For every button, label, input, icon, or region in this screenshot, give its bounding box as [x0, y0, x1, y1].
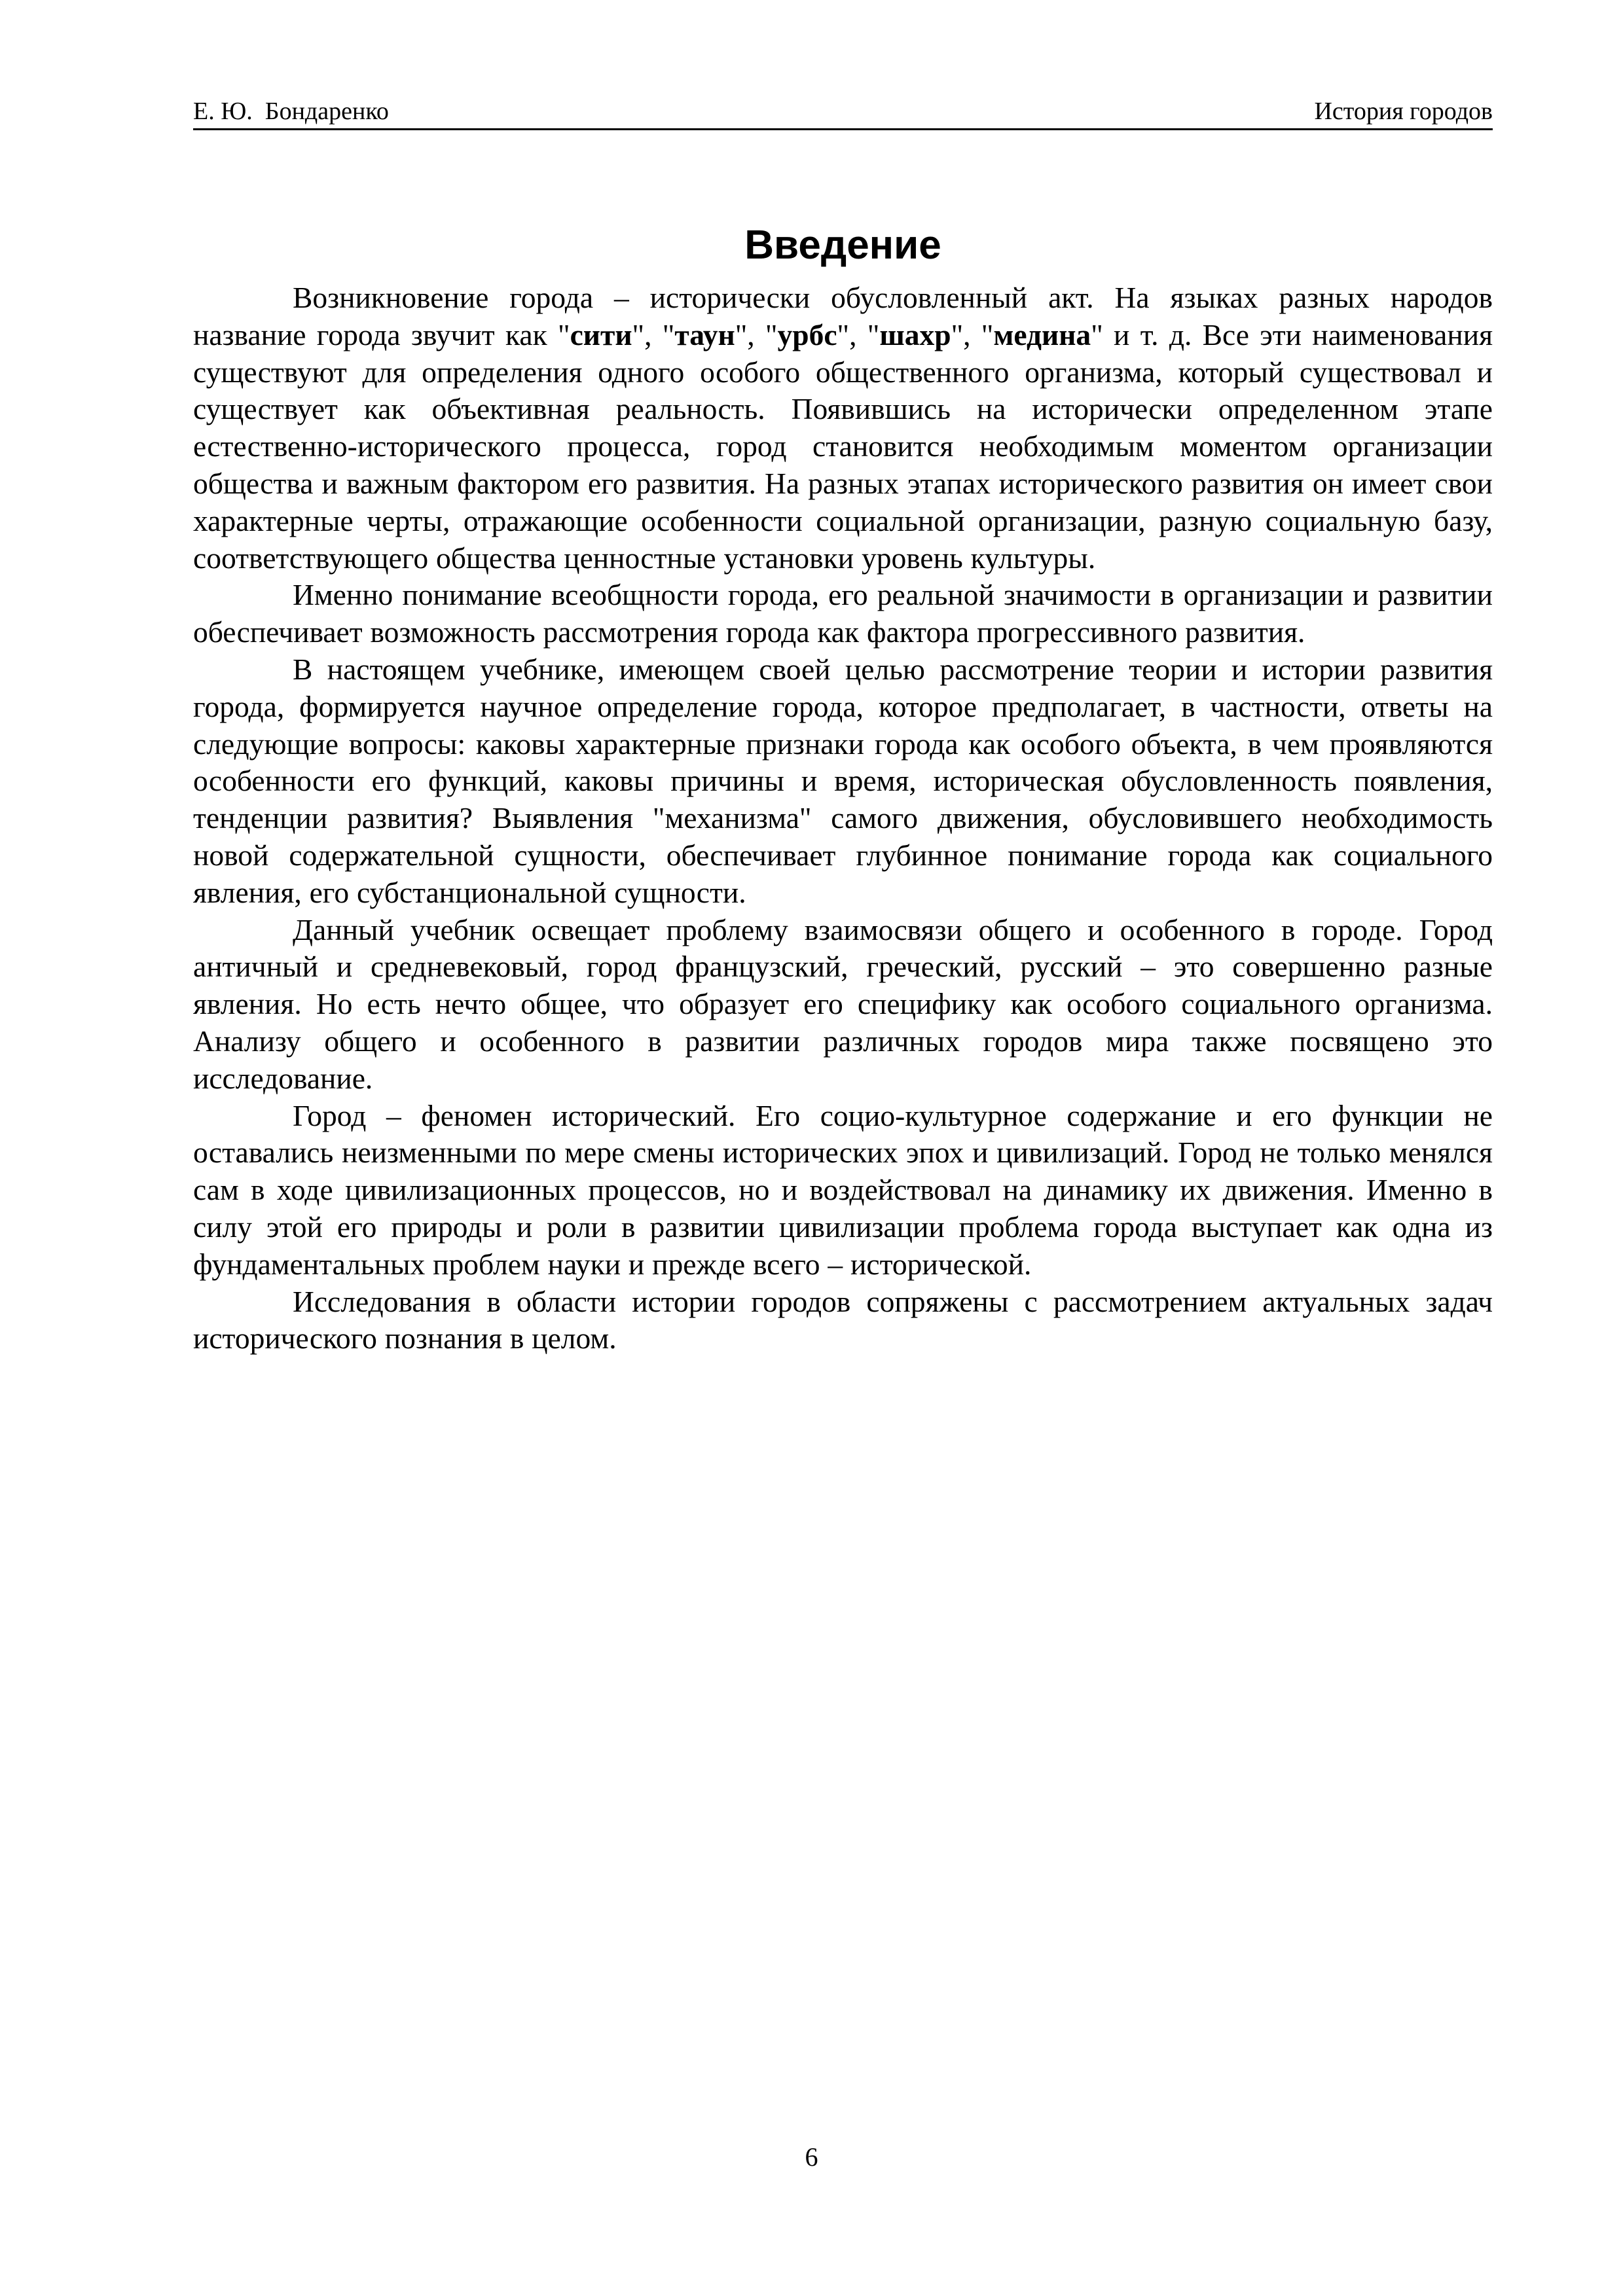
paragraph-text: " и т. д. Все эти наименования существуют для определения одного особого общественного организма, который существовал и существует как объективная реальность. Появившись на исторически определенном этапе естественно-исторического процесса, город становится необходимым моментом организации общества и важным фактором его развития. На разных этапах исторического развития он имеет свои характерные черты, отражающие особенности социальной организации, разную социальную базу, соответствующего общества ценностные установки уровень культуры. [193, 317, 1493, 575]
term-urbs: урбс [777, 317, 837, 351]
paragraph: Именно понимание всеобщности города, его реальной значимости в организации и развитии обеспечивает возможность рассмотрения города как фактора прогрессивного развития. [193, 578, 1493, 649]
paragraph-text: Возникновение города – исторически обусловленный акт. На языках разных народов название города звучит как " [193, 281, 1493, 351]
term-medina: медина [993, 317, 1091, 351]
paragraph: Исследования в области истории городов сопряжены с рассмотрением актуальных задач исторического познания в целом. [193, 1284, 1493, 1355]
header-book-title: История городов [1314, 98, 1493, 125]
paragraph: В настоящем учебнике, имеющем своей целью рассмотрение теории и истории развития города, формируется научное определение города, которое предполагает, в частности, ответы на следующие вопросы: каковы характерные признаки города как особого объекта, в чем проявляются особенности его функций, каковы причины и время, историческая обусловленность появления, тенденции развития? Выявления "механизма" самого движения, обусловившего необходимость новой содержательной сущности, обеспечивает глубинное понимание города как социального явления, его субстанциональной сущности. [193, 652, 1493, 909]
header-author: Е. Ю. Бондаренко [193, 98, 389, 125]
term-city: сити [570, 317, 632, 351]
term-town: таун [674, 317, 735, 351]
paragraph: Данный учебник освещает проблему взаимосвязи общего и особенного в городе. Город античный и средневековый, город французский, греческий, русский – это совершенно разные явления. Но есть нечто общее, что образует его специфику как особого социального организма. Анализу общего и особенного в развитии различных городов мира также посвящено это исследование. [193, 912, 1493, 1095]
term-shahr: шахр [879, 317, 951, 351]
term-separator: ", " [632, 317, 675, 351]
paragraph: Город – феномен исторический. Его социо-культурное содержание и его функции не оставались неизменными по мере смены исторических эпох и цивилизаций. Город не только менялся сам в ходе цивилизационных процессов, но и воздействовал на динамику их движения. Именно в силу этой его природы и роли в развитии цивилизации проблема города выступает как одна из фундаментальных проблем науки и прежде всего – исторической. [193, 1098, 1493, 1281]
paragraph [193, 279, 1493, 577]
term-separator: ", " [837, 317, 880, 351]
body-text [193, 279, 1493, 1357]
term-separator: ", " [735, 317, 778, 351]
page-title: Введение [744, 223, 941, 268]
term-separator: ", " [951, 317, 994, 351]
running-header [193, 97, 1493, 130]
page-number: 6 [805, 2142, 818, 2172]
